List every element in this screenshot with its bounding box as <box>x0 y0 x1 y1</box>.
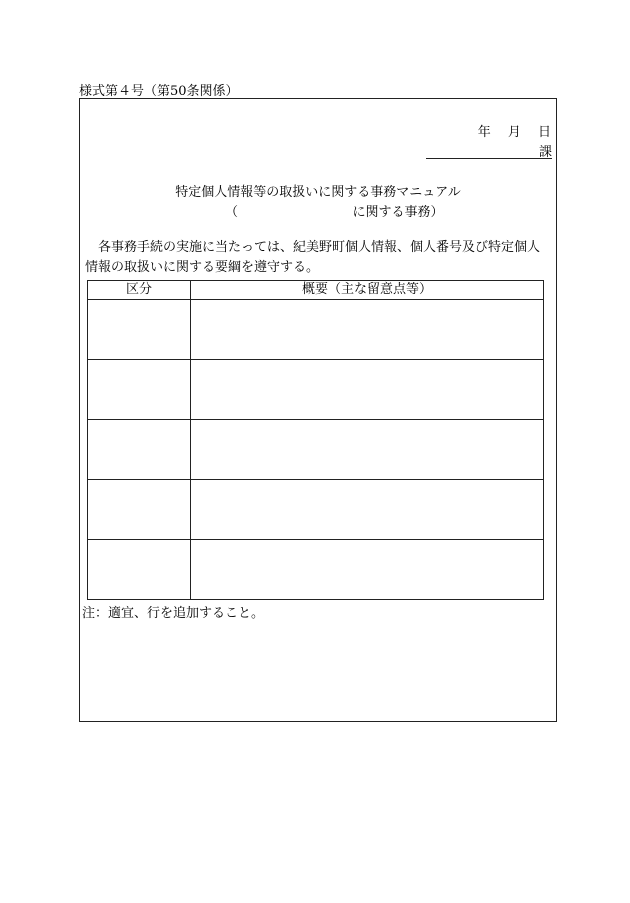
form-frame <box>79 98 557 722</box>
table-cell[interactable] <box>88 300 191 360</box>
table-row <box>88 300 544 360</box>
table-cell[interactable] <box>191 540 544 600</box>
header-category: 区分 <box>88 281 191 300</box>
subtitle-paren-open: （ <box>225 205 239 220</box>
table-row <box>88 420 544 480</box>
date-day: 日 <box>537 125 551 140</box>
department-field: 課 <box>426 141 552 159</box>
form-label: 様式第４号（第50条関係） <box>79 84 239 99</box>
table-cell[interactable] <box>191 480 544 540</box>
table-header-row <box>88 281 544 300</box>
table-cell[interactable] <box>88 360 191 420</box>
table-cell[interactable] <box>191 300 544 360</box>
date-year: 年 <box>477 125 491 140</box>
table-row <box>88 540 544 600</box>
body-paragraph: 各事務手続の実施に当たっては、紀美野町個人情報、個人番号及び特定個人情報の取扱いに関する要綱を遵守する。 <box>85 240 541 275</box>
header-summary: 概要（主な留意点等） <box>191 281 544 300</box>
document-title: 特定個人情報等の取扱いに関する事務マニュアル <box>175 185 461 200</box>
table-cell[interactable] <box>88 480 191 540</box>
subtitle-tail: に関する事務） <box>352 205 444 220</box>
table-cell[interactable] <box>191 360 544 420</box>
manual-table <box>87 280 544 600</box>
footnote: 注：適宜、行を追加すること。 <box>82 606 265 621</box>
table-cell[interactable] <box>88 420 191 480</box>
table-cell[interactable] <box>88 540 191 600</box>
table-row <box>88 480 544 540</box>
table-row <box>88 360 544 420</box>
date-line <box>465 121 551 140</box>
date-month: 月 <box>507 125 521 140</box>
table-cell[interactable] <box>191 420 544 480</box>
